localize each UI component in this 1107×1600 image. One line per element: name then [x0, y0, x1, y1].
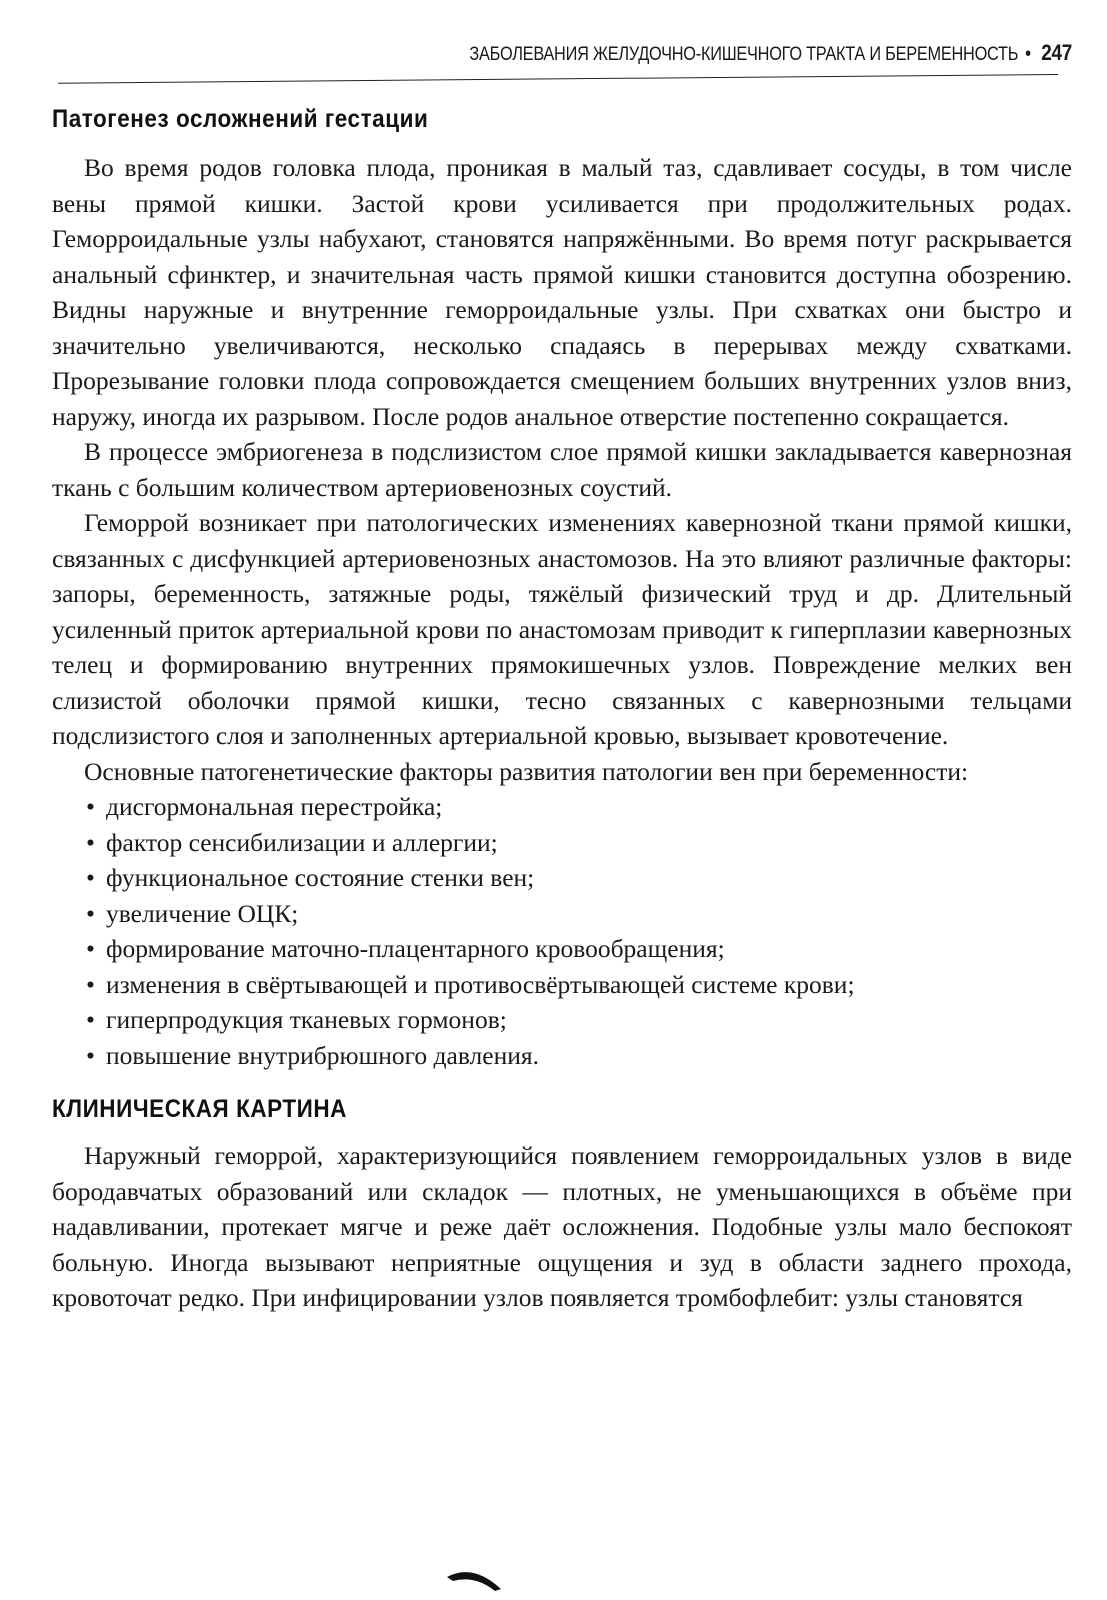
pathogenetic-factors-list — [52, 789, 1072, 1073]
page-curl-mark — [445, 1563, 505, 1593]
running-title: ЗАБОЛЕВАНИЯ ЖЕЛУДОЧНО-КИШЕЧНОГО ТРАКТА И БЕРЕМЕННОСТЬ — [469, 44, 1019, 65]
page-number: 247 — [1041, 40, 1072, 65]
list-item: • изменения в свёртывающей и противосвёртывающей системе крови; — [86, 967, 1072, 1003]
list-item: • гиперпродукция тканевых гормонов; — [86, 1002, 1072, 1038]
list-item: • дисгормональная перестройка; — [86, 789, 1072, 825]
paragraph: Наружный геморрой, характеризующийся появлением геморроидальных узлов в виде бородавчатых образований или складок — плотных, не уменьшающихся в объёме при надавливании, протекает мягче и реже даёт осложнения. Подобные узлы мало беспокоят больную. Иногда вызывают неприятные ощущения и зуд в области заднего прохода, кровоточат редко. При инфицировании узлов появляется тромбофлебит: узлы становятся — [52, 1141, 1072, 1312]
section-heading-pathogenesis: Патогенез осложнений гестации — [52, 105, 429, 133]
running-header — [195, 40, 1072, 66]
header-bullet: • — [1025, 43, 1031, 65]
paragraph: В процессе эмбриогенеза в подслизистом слое прямой кишки закладывается кавернозная ткань с большим количеством артериовенозных соустий. — [52, 437, 1072, 502]
list-item: • повышение внутрибрюшного давления. — [86, 1038, 1072, 1074]
paragraph: Во время родов головка плода, проникая в малый таз, сдавливает сосуды, в том числе вены прямой кишки. Застой крови усиливается при продолжительных родах. Геморроидальные узлы набухают, становятся напряжёнными. Во время потуг раскрывается анальный сфинктер, и значительная часть прямой кишки становится доступна обозрению. Видны наружные и внутренние геморроидальные узлы. При схватках они быстро и значительно увеличиваются, несколько спадаясь в перерывах между схватками. Прорезывание головки плода сопровождается смещением больших внутренних узлов вниз, наружу, иногда их разрывом. После родов анальное отверстие постепенно сокращается. — [52, 153, 1072, 431]
paragraph: Геморрой возникает при патологических изменениях кавернозной ткани прямой кишки, связанных с дисфункцией артериовенозных анастомозов. На это влияют различные факторы: запоры, беременность, затяжные роды, тяжёлый физический труд и др. Длительный усиленный приток артериальной крови по анастомозам приводит к гиперплазии кавернозных телец и формированию внутренних прямокишечных узлов. Повреждение мелких вен слизистой оболочки прямой кишки, тесно связанных с кавернозными тельцами подслизистого слоя и заполненных артериальной кровью, вызывает кровотечение. — [52, 508, 1072, 750]
list-item: • фактор сенсибилизации и аллергии; — [86, 825, 1072, 861]
section-heading-clinical-picture: КЛИНИЧЕСКАЯ КАРТИНА — [52, 1095, 347, 1123]
paragraph: Основные патогенетические факторы развития патологии вен при беременности: — [84, 756, 969, 786]
list-item: • функциональное состояние стенки вен; — [86, 860, 1072, 896]
list-item: • увеличение ОЦК; — [86, 896, 1072, 932]
book-page — [52, 40, 1072, 1580]
header-rule — [58, 74, 1058, 84]
list-item: • формирование маточно-плацентарного кровообращения; — [86, 931, 1072, 967]
